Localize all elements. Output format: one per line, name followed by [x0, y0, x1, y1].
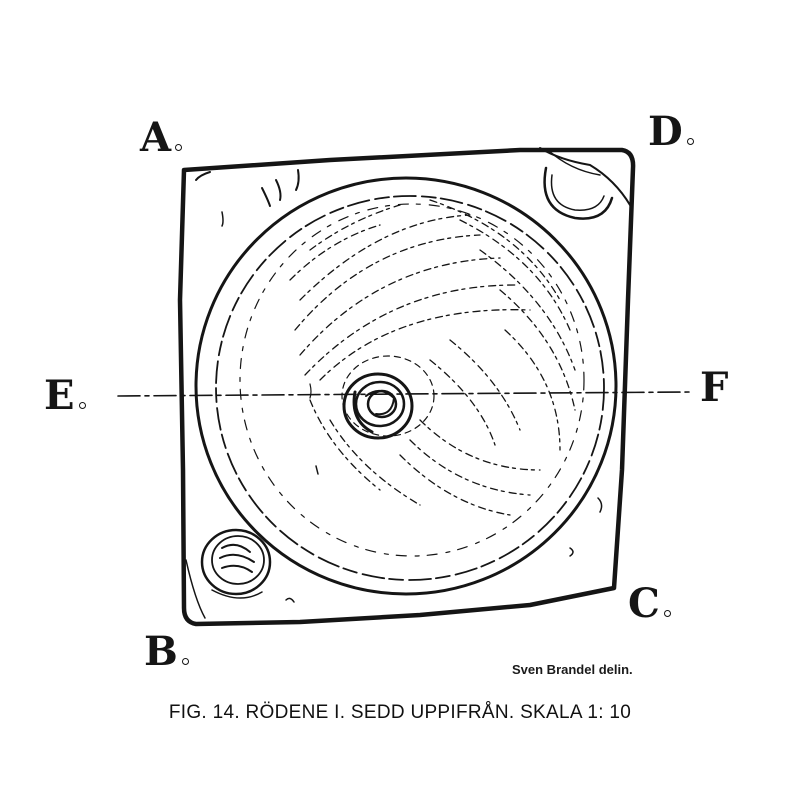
corner-label-d: D — [648, 112, 694, 152]
corner-label-c: C — [628, 584, 671, 624]
section-label-e: E — [44, 376, 86, 416]
bowl-inner-rim — [216, 196, 604, 580]
artist-credit: Sven Brandel delin. — [512, 662, 633, 677]
figure-caption: FIG. 14. RÖDENE I. SEDD UPPIFRÅN. SKALA 1: 10 — [168, 702, 632, 723]
cup-mark-b — [202, 530, 270, 598]
section-label-f: F — [700, 364, 729, 411]
cup-mark-d — [545, 168, 612, 219]
corner-label-b: B — [144, 632, 189, 672]
corner-label-a: A — [140, 118, 182, 158]
bowl-hatching — [290, 200, 575, 515]
center-cup-mark — [342, 356, 434, 438]
